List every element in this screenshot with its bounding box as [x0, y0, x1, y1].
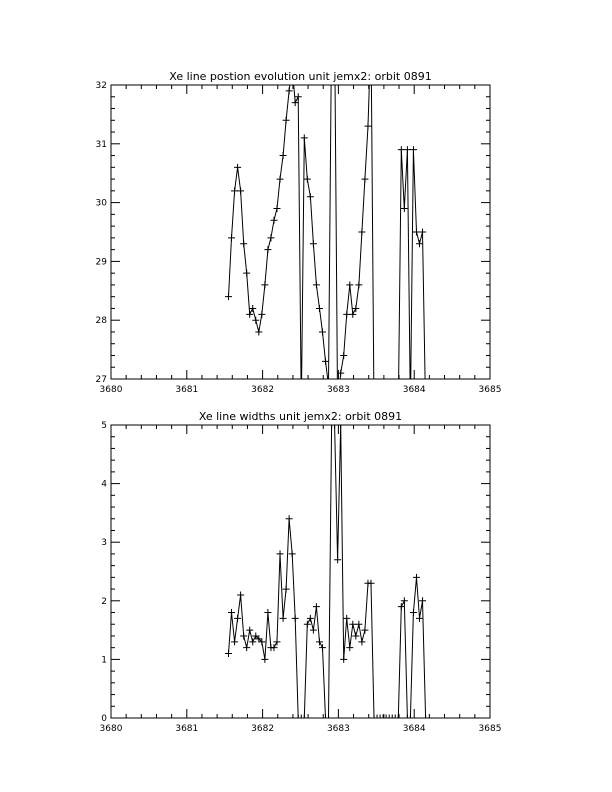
x-tick-label: 3680	[99, 385, 123, 395]
chart-title: Xe line widths unit jemx2: orbit 0891	[198, 410, 403, 423]
y-tick-label: 29	[95, 257, 107, 268]
data-point-marker	[258, 311, 265, 318]
data-point-marker	[355, 281, 362, 288]
series-1	[225, 422, 429, 722]
x-tick-label: 3682	[251, 724, 275, 734]
data-point-marker	[328, 23, 335, 30]
data-point-marker	[261, 281, 268, 288]
data-point-marker	[413, 229, 420, 236]
data-point-marker	[416, 615, 423, 622]
data-point-marker	[234, 164, 241, 171]
data-point-marker	[243, 644, 250, 651]
data-point-marker	[274, 638, 281, 645]
data-point-marker	[398, 146, 405, 153]
data-point-marker	[240, 632, 247, 639]
data-point-marker	[422, 715, 429, 722]
data-point-marker	[280, 615, 287, 622]
data-point-marker	[283, 586, 290, 593]
y-tick-label: 4	[101, 479, 107, 490]
data-point-marker	[277, 176, 284, 183]
y-tick-label: 2	[101, 596, 107, 607]
y-tick-label: 3	[101, 538, 107, 549]
data-point-marker	[343, 615, 350, 622]
data-point-marker	[367, 29, 374, 36]
data-point-marker	[301, 715, 308, 722]
data-point-marker	[322, 358, 329, 365]
data-point-marker	[292, 99, 299, 106]
data-point-marker	[243, 270, 250, 277]
data-point-marker	[352, 632, 359, 639]
data-point-marker	[249, 638, 256, 645]
data-point-marker	[237, 591, 244, 598]
data-point-marker	[310, 627, 317, 634]
x-tick-label: 3681	[175, 724, 199, 734]
data-point-marker	[422, 405, 429, 412]
x-tick-label: 3685	[478, 724, 502, 734]
data-point-marker	[419, 229, 426, 236]
data-point-marker	[358, 229, 365, 236]
series-line	[229, 26, 426, 408]
y-tick-label: 0	[101, 714, 107, 724]
data-point-marker	[304, 621, 311, 628]
data-point-marker	[313, 281, 320, 288]
data-point-marker	[355, 621, 362, 628]
data-point-marker	[270, 644, 277, 651]
data-point-marker	[325, 715, 332, 722]
data-point-marker	[410, 609, 417, 616]
x-tick-label: 3682	[251, 385, 275, 395]
data-point-marker	[331, 23, 338, 30]
data-point-marker	[346, 281, 353, 288]
data-point-marker	[395, 715, 402, 722]
data-point-marker	[398, 603, 405, 610]
data-point-marker	[240, 240, 247, 247]
series-line	[229, 425, 426, 718]
data-point-marker	[352, 305, 359, 312]
data-point-marker	[401, 205, 408, 212]
x-tick-label: 3684	[402, 724, 426, 734]
y-tick-label: 32	[95, 81, 107, 91]
y-tick-label: 1	[101, 655, 107, 666]
data-point-marker	[361, 627, 368, 634]
chart-panel-2	[100, 410, 502, 734]
data-point-marker	[264, 246, 271, 253]
x-tick-label: 3684	[402, 385, 426, 395]
plot-frame	[111, 425, 490, 718]
data-point-marker	[319, 328, 326, 335]
data-point-marker	[249, 305, 256, 312]
chart-title: Xe line postion evolution unit jemx2: orbit 0891	[169, 70, 432, 83]
data-point-marker	[231, 638, 238, 645]
data-point-marker	[404, 146, 411, 153]
chart-panel-1	[96, 23, 502, 412]
x-tick-label: 3681	[175, 385, 199, 395]
data-point-marker	[292, 615, 299, 622]
data-point-marker	[286, 87, 293, 94]
data-point-marker	[407, 715, 414, 722]
data-point-marker	[367, 580, 374, 587]
data-point-marker	[316, 638, 323, 645]
data-point-marker	[283, 117, 290, 124]
y-tick-label: 27	[95, 375, 107, 385]
data-point-marker	[343, 311, 350, 318]
data-point-marker	[246, 627, 253, 634]
x-tick-label: 3680	[99, 724, 123, 734]
y-tick-label: 31	[95, 139, 107, 150]
data-point-marker	[313, 603, 320, 610]
data-point-marker	[334, 556, 341, 563]
data-point-marker	[228, 609, 235, 616]
data-point-marker	[361, 176, 368, 183]
data-point-marker	[255, 328, 262, 335]
data-point-marker	[349, 311, 356, 318]
data-point-marker	[252, 317, 259, 324]
data-point-marker	[301, 134, 308, 141]
x-tick-label: 3683	[326, 724, 350, 734]
data-point-marker	[416, 240, 423, 247]
data-point-marker	[274, 205, 281, 212]
data-point-marker	[270, 217, 277, 224]
data-point-marker	[280, 152, 287, 159]
data-point-marker	[310, 240, 317, 247]
data-point-marker	[401, 597, 408, 604]
data-point-marker	[316, 305, 323, 312]
data-point-marker	[295, 93, 302, 100]
data-point-marker	[307, 193, 314, 200]
data-point-marker	[289, 550, 296, 557]
y-tick-label: 30	[95, 198, 107, 209]
y-tick-label: 5	[101, 421, 107, 431]
data-point-marker	[358, 638, 365, 645]
data-point-marker	[237, 187, 244, 194]
data-point-marker	[277, 550, 284, 557]
data-point-marker	[231, 187, 238, 194]
data-point-marker	[267, 234, 274, 241]
data-point-marker	[246, 311, 253, 318]
data-point-marker	[304, 176, 311, 183]
data-point-marker	[413, 574, 420, 581]
data-point-marker	[364, 123, 371, 130]
x-tick-label: 3683	[326, 385, 350, 395]
data-point-marker	[307, 615, 314, 622]
data-point-marker	[419, 597, 426, 604]
data-point-marker	[319, 644, 326, 651]
data-point-marker	[234, 615, 241, 622]
data-point-marker	[225, 650, 232, 657]
data-point-marker	[346, 644, 353, 651]
data-point-marker	[261, 656, 268, 663]
data-point-marker	[407, 405, 414, 412]
data-point-marker	[349, 621, 356, 628]
data-point-marker	[340, 352, 347, 359]
data-point-marker	[340, 656, 347, 663]
data-point-marker	[286, 515, 293, 522]
x-tick-label: 3685	[478, 385, 502, 395]
y-tick-label: 28	[95, 316, 107, 327]
data-point-marker	[225, 293, 232, 300]
data-point-marker	[264, 609, 271, 616]
data-point-marker	[410, 146, 417, 153]
data-point-marker	[228, 234, 235, 241]
